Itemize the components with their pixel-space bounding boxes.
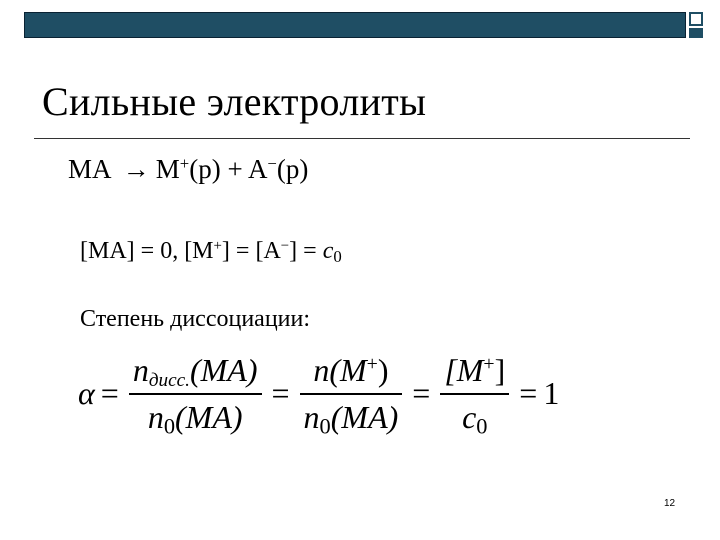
zero-subscript: 0 (319, 413, 331, 439)
fraction-2-bar (300, 393, 403, 395)
title-divider (34, 138, 690, 139)
n-symbol: n (303, 398, 320, 435)
slide-title: Сильные электролиты (42, 79, 427, 124)
fraction-3-numerator (440, 353, 509, 388)
concentration-minus: − (280, 237, 290, 254)
ma-term: (MA) (330, 398, 399, 435)
plus-superscript: + (366, 353, 378, 376)
m-term: (M (329, 352, 367, 388)
result-one: 1 (543, 375, 560, 412)
concentration-plus: + (213, 237, 222, 254)
equals-sign: = (100, 375, 119, 412)
concentration-c-sub: 0 (333, 247, 342, 267)
equals-sign: = (519, 375, 538, 412)
equals-sign: = (271, 375, 290, 412)
diss-subscript: дисс. (148, 369, 190, 391)
fraction-2 (300, 352, 403, 439)
arrow-icon: → (122, 154, 150, 184)
n-symbol: n (132, 352, 149, 388)
fraction-1-bar (129, 393, 262, 395)
n-symbol: n (147, 398, 164, 435)
alpha-symbol: α (78, 375, 95, 412)
close-paren: ) (377, 352, 389, 388)
anion-phase: (р) (276, 154, 309, 184)
header-bar (24, 12, 686, 38)
dissociation-equation (68, 154, 308, 185)
cation: M (155, 154, 180, 184)
zero-subscript: 0 (163, 413, 176, 439)
dissociation-degree-formula (78, 352, 560, 439)
header-square-fill (689, 28, 703, 38)
degree-label: Степень диссоциации: (80, 306, 311, 332)
fraction-1-numerator (129, 352, 262, 391)
fraction-2-numerator (309, 353, 392, 388)
zero-subscript: 0 (476, 413, 488, 439)
concentration-text-2: ] = [A (221, 238, 281, 264)
fraction-1 (129, 352, 262, 439)
c-symbol: c (462, 398, 477, 435)
concentration-text-1: [MA] = 0, [M (80, 238, 214, 264)
ma-term: (MA) (189, 352, 258, 388)
reactant: MA (68, 154, 111, 184)
cation-phase: (р) + A (189, 154, 268, 184)
bracket-m-term: [M (444, 352, 484, 388)
equals-sign: = (412, 375, 431, 412)
fraction-3 (440, 352, 509, 439)
concentration-line (80, 238, 342, 265)
header-square-outline (689, 12, 703, 26)
cation-charge: + (179, 153, 190, 173)
page-number: 12 (664, 498, 676, 509)
close-bracket: ] (494, 352, 506, 388)
fraction-1-denominator (144, 398, 247, 439)
fraction-3-denominator (458, 398, 491, 439)
concentration-text-3: ] = (289, 238, 323, 264)
fraction-2-denominator (300, 398, 403, 439)
concentration-c: c (322, 238, 334, 264)
anion-charge: − (267, 153, 277, 173)
fraction-3-bar (440, 393, 509, 395)
ma-term: (MA) (175, 398, 243, 435)
plus-superscript: + (483, 353, 495, 376)
n-symbol: n (313, 352, 330, 388)
